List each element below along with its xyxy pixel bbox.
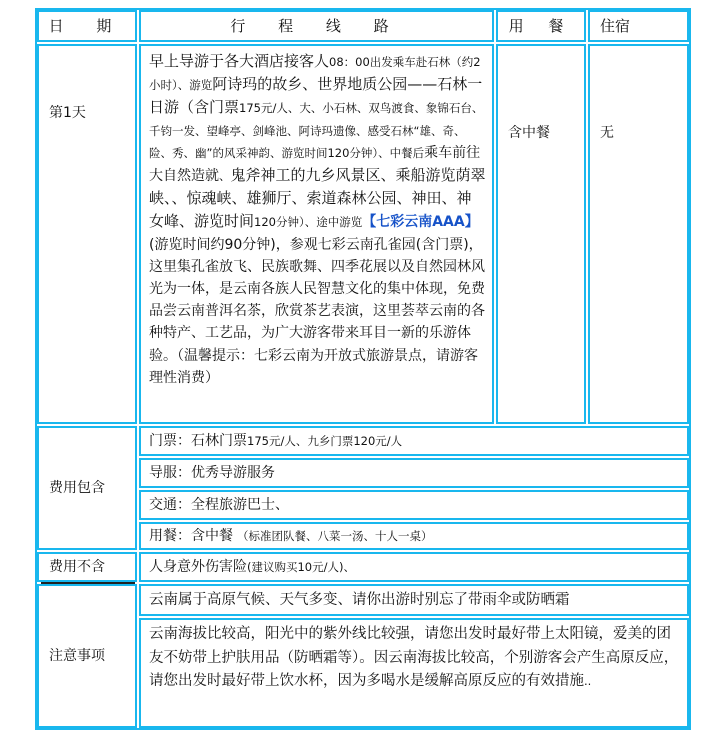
tickets-detail: 175元/人、九乡门票120元/人 xyxy=(247,434,403,448)
notes-line2-text: 云南海拔比较高，阳光中的紫外线比较强，请您出发时最好带上太阳镜，爱美的团友不妨带上护肤用品（防晒霜等）。因云南海拔比较高，个别游客会产生高原反应，请您出发时最好带上饮水杯，因为多喝水是缓解高原反应的有效措施 xyxy=(149,626,679,689)
day1-label-cell xyxy=(37,44,137,424)
day1-label: 第1天 xyxy=(49,105,86,121)
notes-label: 注意事项 xyxy=(49,648,105,664)
notes-line1 xyxy=(139,584,689,616)
itin-seg: 鬼斧神工的九乡风景区、乘船游览荫翠峡、、惊魂峡、雄狮厅、索道森林公园、神田、神女峰、游览时间 xyxy=(149,166,486,231)
excluded-label: 费用不含 xyxy=(49,559,105,575)
day1-meal-cell xyxy=(496,44,586,424)
day1-meal: 含中餐 xyxy=(508,125,550,141)
itin-seg: 早上导游于各大酒店接客人 xyxy=(149,52,330,70)
itin-seg: (游览时间约90分钟)，参观七彩云南孔雀园(含门票)，这里集孔雀放飞、民族歌舞、四季花展以及自然园林风光为一体，是云南各族人民智慧文化的集中体现，免费品尝云南普洱名茶，欣赏茶艺表演，这里荟萃云南的各种特产、工艺品，为广大游客带来耳目一新的乐游体验。（温馨提示：七彩云南为开放式旅游景点，请游客理性消费） xyxy=(149,236,485,386)
itin-highlight: 【七彩云南AAA】 xyxy=(362,214,479,231)
tickets-main: 门票：石林门票 xyxy=(149,433,247,449)
notes-label-cell xyxy=(37,584,137,728)
itin-seg: 、 xyxy=(219,169,231,184)
day1-itinerary xyxy=(139,44,494,424)
guide-text: 导服：优秀导游服务 xyxy=(149,465,275,481)
day1-stay: 无 xyxy=(600,125,614,141)
included-label-cell xyxy=(37,426,137,550)
itin-seg: 120分钟）、途中游览 xyxy=(254,215,363,230)
included-label: 费用包含 xyxy=(49,480,105,496)
header-route: 行 程 线 路 xyxy=(139,10,494,42)
insurance-main: 人身意外伤害险 xyxy=(149,559,247,575)
header-stay: 住宿 xyxy=(588,10,689,42)
meals-main: 用餐：含中餐 xyxy=(149,528,233,544)
meals-detail: （标准团队餐、八菜一汤、十人一桌） xyxy=(237,529,433,543)
included-transport xyxy=(139,490,689,520)
header-date: 日 期 xyxy=(37,10,137,42)
excluded-insurance xyxy=(139,552,689,582)
itin-seg: 175元/人、大、小石林、双鸟渡食、象锦石台、千钧一发、望峰亭、剑峰池、阿诗玛遗像、感受石林“雄、奇、险、秀、幽”的风采神韵、游览时间120分钟）、中餐后 xyxy=(149,101,484,160)
included-guide xyxy=(139,458,689,488)
excluded-label-cell xyxy=(37,552,137,582)
transport-text: 交通：全程旅游巴士、 xyxy=(149,497,289,513)
day1-stay-cell xyxy=(588,44,689,424)
included-meals xyxy=(139,522,689,550)
insurance-detail: (建议购买10元/人)、 xyxy=(247,560,355,574)
itin-seg: 08：00出发乘车赴石林（约2小时）、游览 xyxy=(149,55,481,93)
itin-seg: 阿诗玛的故乡、世界地质公园——石林一日游（含门票 xyxy=(149,75,483,117)
included-tickets xyxy=(139,426,689,456)
header-meal: 用 餐 xyxy=(496,10,586,42)
notes-line2 xyxy=(139,618,689,728)
notes-line1-text: 云南属于高原气候、天气多变、请你出游时别忘了带雨伞或防晒霜 xyxy=(149,592,570,608)
itin-seg: 乘车前往大自然造就 xyxy=(149,144,481,185)
notes-tail: .. xyxy=(584,674,592,688)
